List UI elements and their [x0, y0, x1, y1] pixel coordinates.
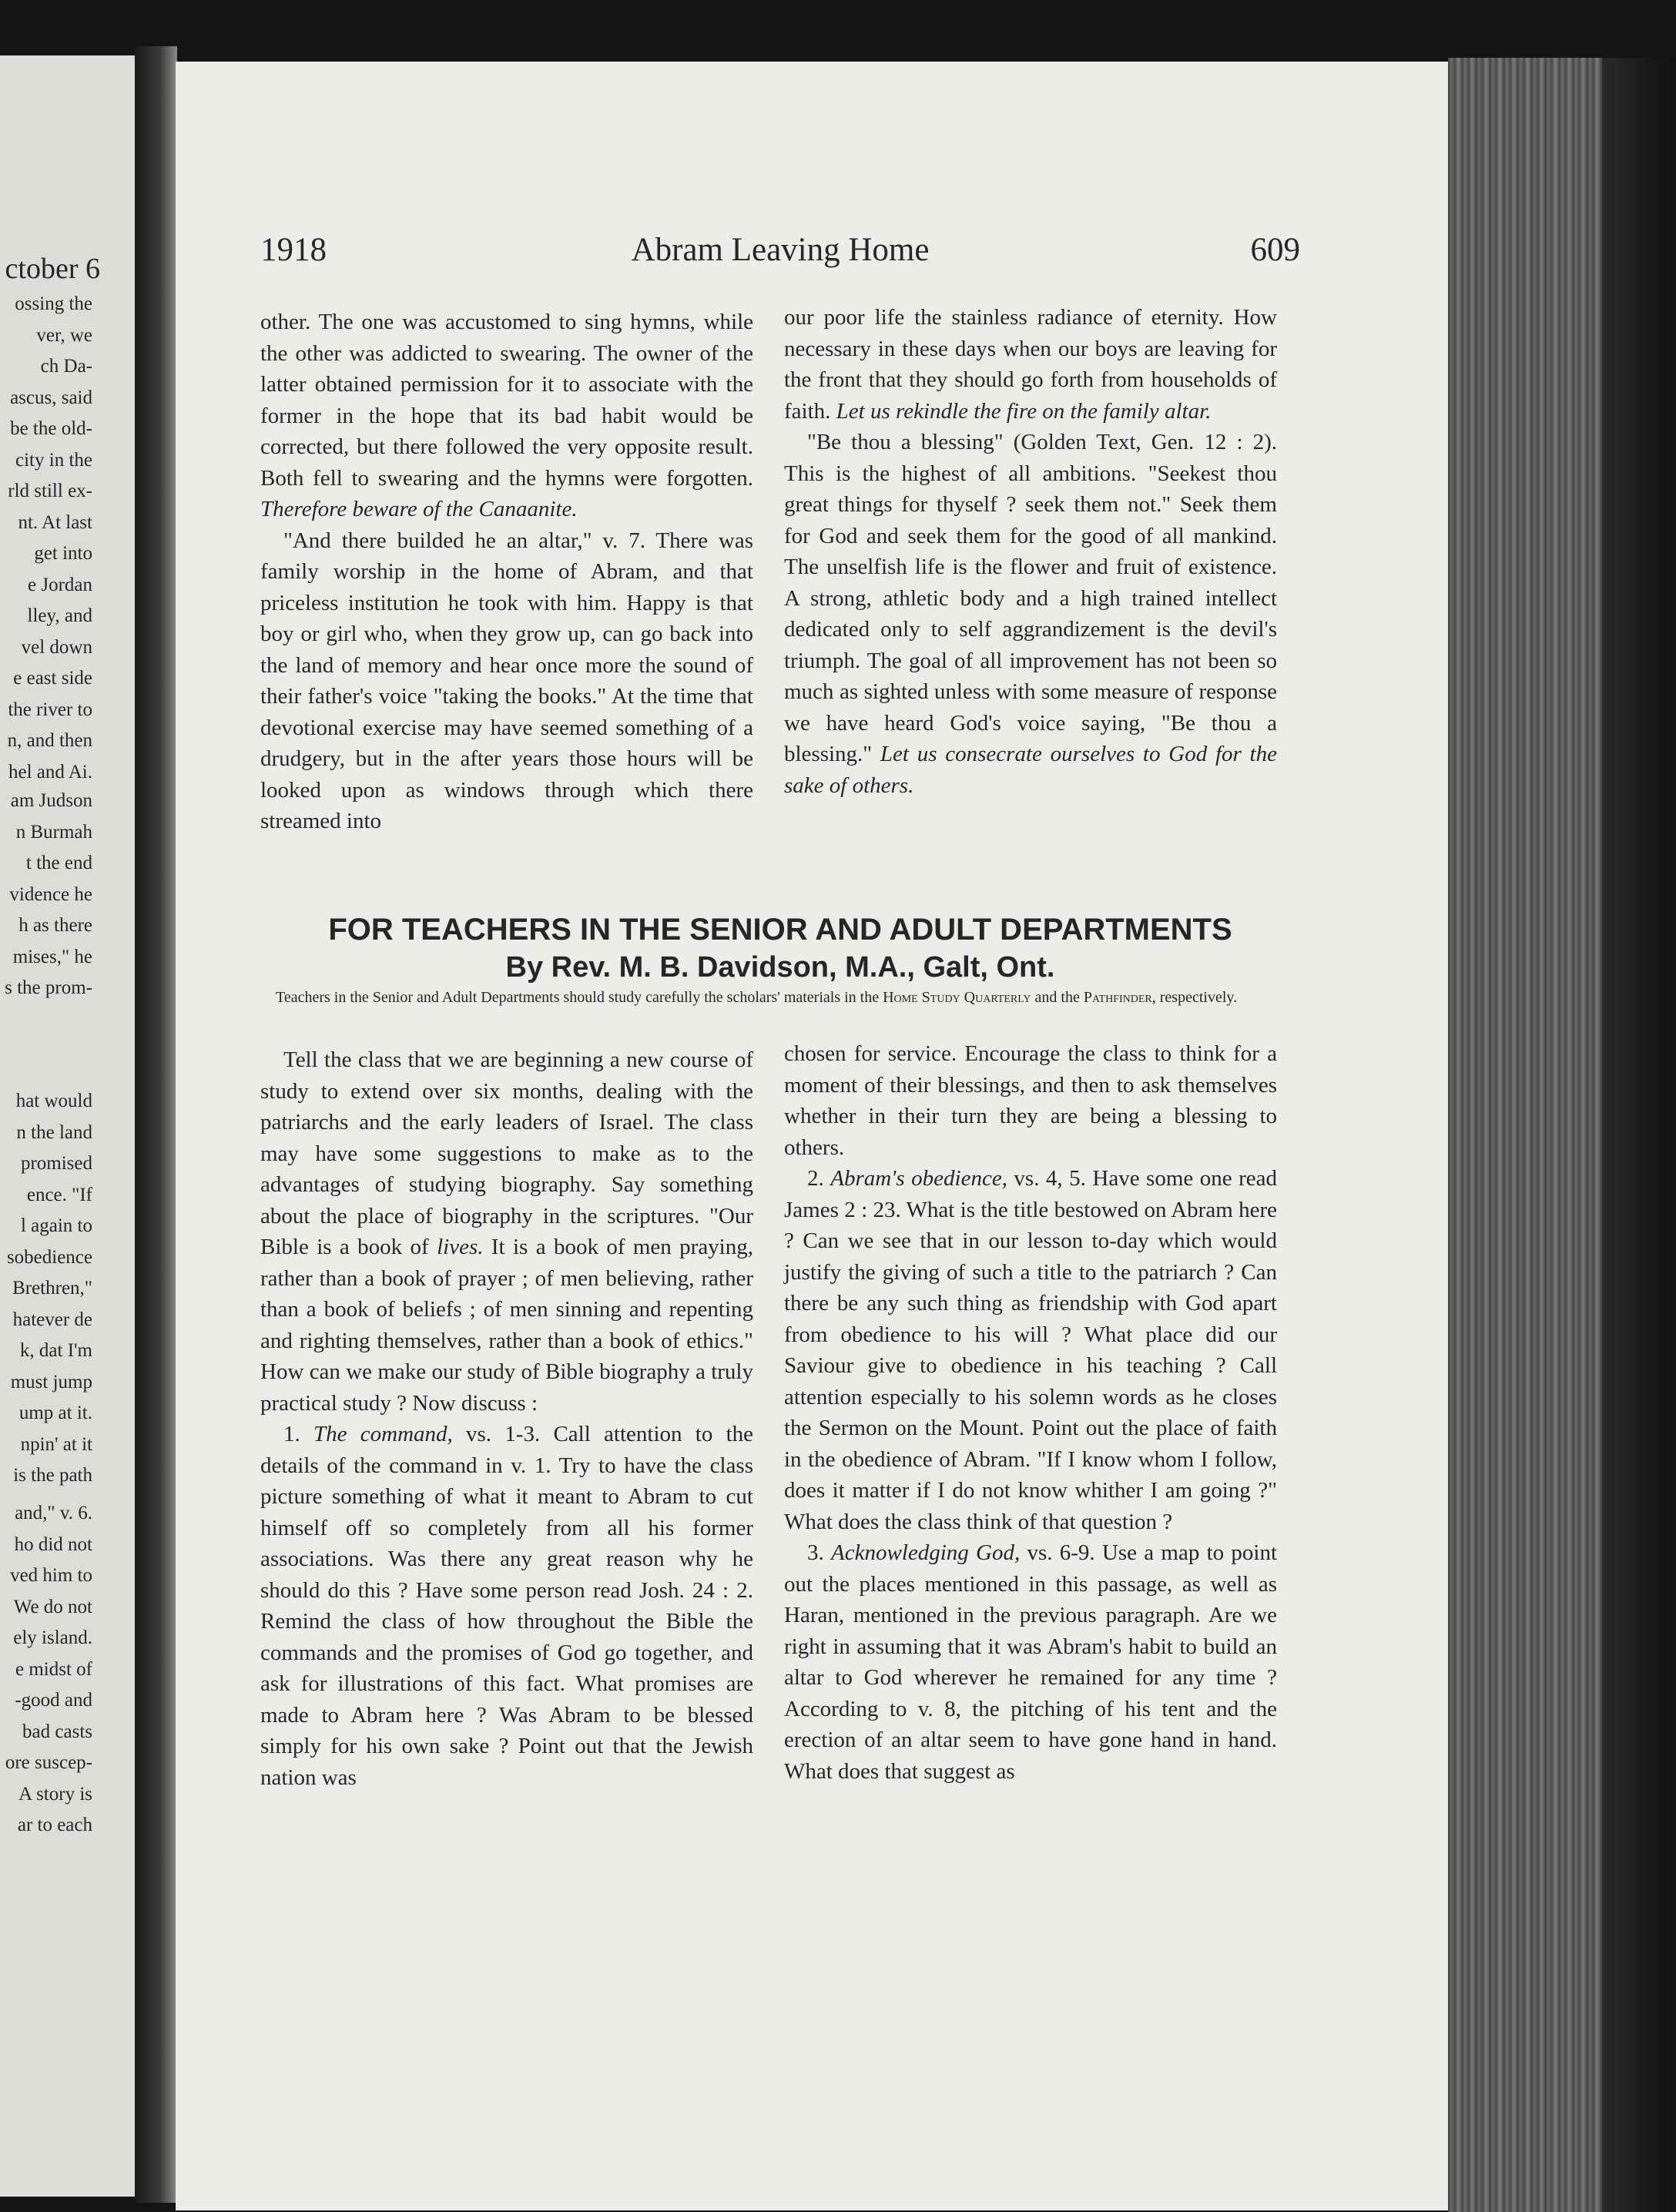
left-page-line: l again to [20, 1215, 92, 1236]
note-and: and the [1031, 989, 1084, 1006]
paragraph [260, 307, 753, 525]
left-page-line: vidence he [9, 883, 92, 905]
note-pathfinder: Pathfinder [1083, 989, 1152, 1006]
left-page-line: n, and then [7, 730, 92, 751]
left-page-line: n Burmah [15, 821, 92, 843]
left-page-line: nt. At last [18, 511, 92, 533]
left-page-line: ho did not [14, 1533, 92, 1555]
page-number: 609 [1250, 232, 1300, 268]
body-text: vs. 1-3. Call attention to the details of the command in v. 1. Try to have the class picture something of what it meant to Abram to cut himself off so completely from all his former associations. Was there any great reason why he should do this ? Have some person read Josh. 24 : 2. Remind the class of how throughout the Bible the commands and the promises of God go together, and ask for illustrations of this fact. What promises are made to Abram here ? Was Abram to be blessed simply for his own sake ? Point out that the Jewish nation was [260, 1422, 753, 1790]
teachers-note [260, 988, 1300, 1007]
italic-text: lives. [437, 1235, 484, 1259]
body-text: "And there builded he an altar," v. 7. There was family worship in the home of Abram, and that priceless institution he took with him. Happy is that boy or girl who, when they grow up, can go back into the land of memory and hear once more the sound of their father's voice "taking the books." At the time that devotional exercise may have seemed something of a drudgery, but in the after years those hours will be looked upon as windows through which there streamed into [260, 528, 753, 833]
note-end: , respectively. [1151, 989, 1238, 1006]
body-text: "Be thou a blessing" (Golden Text, Gen. 12 : 2). This is the highest of all ambitions. "Seekest thou great things for thyself ? seek them not." Seek them for God and seek them for the good of all mankind. The unselfish life is the flower and fruit of existence. A strong, athletic body and a high trained intellect dedicated only to self aggrandizement is the devil's triumph. The goal of all improvement has not been so much as sighted unless with some measure of response we have heard God's voice saying, "Be thou a blessing." [784, 430, 1277, 766]
left-page-line: ver, we [36, 324, 92, 346]
italic-text: The command, [313, 1422, 453, 1446]
left-page-header: ctober 6 [5, 253, 100, 285]
paragraph [260, 1044, 753, 1419]
background-shadow [1602, 58, 1676, 2212]
left-page-line: We do not [13, 1596, 92, 1617]
paragraph [784, 302, 1277, 427]
paragraph [260, 1419, 753, 1793]
left-page-line: ved him to [10, 1565, 92, 1586]
left-page-line: ar to each [17, 1815, 92, 1835]
paragraph [260, 525, 753, 837]
left-page-line: Brethren," [12, 1278, 92, 1299]
section-heading: FOR TEACHERS IN THE SENIOR AND ADULT DEPARTMENTS [328, 913, 1232, 947]
left-page-line: be the old- [10, 418, 92, 439]
left-page-line: rld still ex- [8, 481, 92, 501]
left-page-line: -good and [15, 1690, 92, 1711]
left-page-line: ence. "If [26, 1184, 92, 1205]
left-page-line: bad casts [22, 1721, 92, 1742]
binding-gutter [135, 46, 177, 2203]
paragraph [784, 1537, 1277, 1787]
column-right-top [784, 302, 1277, 801]
left-page-line: npin' at it [20, 1433, 92, 1455]
left-page-line: and," v. 6. [15, 1503, 92, 1523]
left-page-line: mises," he [12, 946, 92, 967]
body-text: Tell the class that we are beginning a new course of study to extend over six months, dealing with the patriarchs and the early leaders of Israel. The class may have some suggestions to make as to the advantages of studying biography. Say something about the place of biography in the scriptures. "Our Bible is a book of [260, 1047, 753, 1259]
body-text: 3. [807, 1540, 831, 1565]
paragraph [784, 427, 1277, 801]
left-page-line: e midst of [15, 1658, 92, 1680]
page-edges [1448, 58, 1602, 2212]
italic-text: Let us rekindle the fire on the family altar. [836, 398, 1212, 424]
body-text: our poor life the stainless radiance of eternity. How necessary in these days when our boys are leaving for the front that they should go forth from households of faith. [784, 305, 1277, 424]
left-page-line: is the path [13, 1465, 92, 1486]
column-left-top [260, 307, 753, 837]
body-text: 2. [807, 1166, 831, 1191]
italic-text: Therefore beware of the Canaanite. [260, 497, 578, 521]
left-page-line: A story is [18, 1783, 92, 1805]
left-page-line: hel and Ai. [8, 761, 92, 783]
left-page-line: hatever de [12, 1309, 92, 1330]
paragraph [784, 1038, 1277, 1163]
body-text: vs. 4, 5. Have some one read James 2 : 23. What is the title bestowed on Abram here ? Can we see that in our lesson to-day which would justify the giving of such a title to the patriarch ? Can there be any such thing as friendship with God apart from obedience to his will ? What place did our Saviour give to obedience in his teaching ? Call attention especially to his solemn words as he closes the Sermon on the Mount. Point out the place of faith in the obedience of Abram. "If I know whom I follow, does it matter if I do not know whither I am going ?" What does the class think of that question ? [784, 1166, 1277, 1534]
left-page-line: hat would [15, 1091, 92, 1111]
left-page-line: k, dat I'm [19, 1340, 92, 1361]
left-page-line: sobedience [6, 1246, 92, 1268]
left-page-line: am Judson [10, 790, 92, 811]
left-facing-page [0, 55, 154, 2197]
body-text: vs. 6-9. Use a map to point out the places mentioned in this passage, as well as Haran, mentioned in the previous paragraph. Are we right in assuming that it was Abram's habit to build an altar to God wherever he remained for any time ? According to v. 8, the pitching of his tent and the erection of an altar seem to have gone hand in hand. What does that suggest as [784, 1540, 1277, 1784]
left-page-line: ely island. [13, 1627, 92, 1648]
body-text: chosen for service. Encourage the class to think for a moment of their blessings, and then to ask themselves whether in their turn they are being a blessing to others. [784, 1041, 1277, 1160]
left-page-line: promised [20, 1153, 92, 1174]
note-text: Teachers in the Senior and Adult Departments should study carefully the scholars' materials in the [276, 989, 880, 1006]
left-page-line: ore suscep- [5, 1752, 92, 1773]
paragraph [784, 1163, 1277, 1537]
note-home-study: Home Study Quarterly [883, 989, 1031, 1006]
left-page-line: ossing the [15, 293, 92, 314]
left-page-line: n the land [16, 1121, 92, 1143]
header-year: 1918 [260, 232, 327, 268]
running-head [260, 231, 1300, 277]
left-page-line: the river to [8, 699, 92, 720]
italic-text: Acknowledging God, [831, 1540, 1021, 1565]
column-right-bottom [784, 1038, 1277, 1787]
column-left-bottom [260, 1044, 753, 1793]
italic-text: Let us consecrate ourselves to God for the sake of others. [784, 742, 1277, 798]
left-page-line: ch Da- [40, 356, 92, 377]
header-title: Abram Leaving Home [631, 232, 930, 268]
left-page-line: h as there [18, 915, 92, 936]
left-page-line: ump at it. [18, 1403, 92, 1423]
byline: By Rev. M. B. Davidson, M.A., Galt, Ont. [505, 951, 1055, 984]
left-page-line: get into [34, 543, 92, 564]
left-page-line: vel down [21, 636, 92, 658]
left-page-line: must jump [10, 1371, 92, 1393]
italic-text: Abram's obedience, [830, 1166, 1007, 1191]
body-text: other. The one was accustomed to sing hymns, while the other was addicted to swearing. The owner of the latter obtained permission for it to associate with the former in the hope that its bad habit would be corrected, but there followed the very opposite result. Both fell to swearing and the hymns were forgotten. [260, 310, 753, 491]
left-page-line: e Jordan [28, 574, 92, 595]
body-text: It is a book of men praying, rather than a book of prayer ; of men believing, rather than a book of beliefs ; of men sinning and repenting and righting themselves, rather than a book of ethics." How can we make our study of Bible biography a truly practical study ? Now discuss : [260, 1235, 753, 1416]
left-page-line: s the prom- [5, 977, 92, 998]
body-text: 1. [283, 1422, 313, 1446]
left-page-line: lley, and [27, 605, 92, 626]
left-page-line: ascus, said [10, 387, 92, 408]
left-page-line: city in the [15, 449, 92, 471]
left-page-line: t the end [25, 853, 92, 873]
left-page-line: e east side [13, 668, 92, 689]
